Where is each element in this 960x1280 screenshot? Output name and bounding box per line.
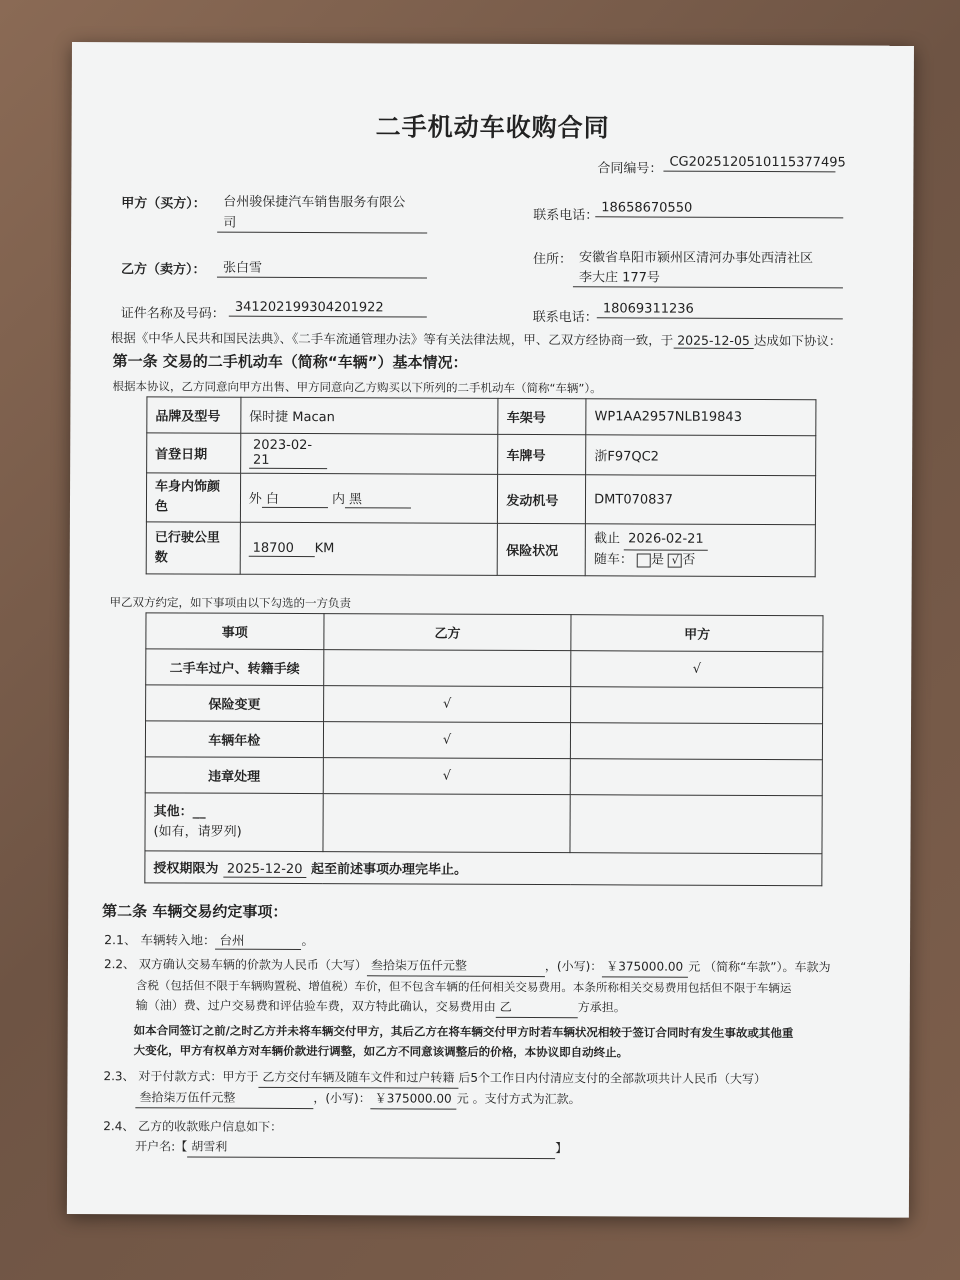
engine-value: DMT070837 xyxy=(586,475,816,525)
vin-label: 车架号 xyxy=(498,398,586,434)
row-item: 二手车过户、转籍手续 xyxy=(146,649,324,686)
other-cell xyxy=(145,793,323,852)
account-name: 胡雪利 xyxy=(187,1137,555,1160)
reg-date-cell xyxy=(240,433,498,474)
other-party-a xyxy=(570,795,822,854)
s21-label: 车辆转入地： xyxy=(140,932,216,948)
mileage-label xyxy=(146,522,240,574)
section-2-3 xyxy=(103,1066,873,1111)
vehicle-table xyxy=(146,396,817,577)
row-item: 车辆年检 xyxy=(145,721,323,758)
insurance-label: 保险状况 xyxy=(498,523,586,575)
insurance-prefix: 截止 xyxy=(593,531,621,547)
adjustment-clause xyxy=(134,1020,874,1063)
s23-d: 元 。支付方式为汇款。 xyxy=(456,1091,581,1107)
resp-intro: 甲乙双方约定，如下事项由以下勾选的一方负责 xyxy=(109,595,352,611)
row-party-b: √ xyxy=(323,686,571,723)
resp-table xyxy=(144,612,823,886)
account-label: 开户名:【 xyxy=(135,1139,188,1154)
row-party-a xyxy=(571,759,823,796)
yes-checkbox[interactable] xyxy=(637,553,651,567)
color-cell xyxy=(240,473,498,523)
s23-amount: ￥375000.00 xyxy=(371,1088,457,1109)
intro-prefix: 根据《中华人民共和国民法典》、《二手车流通管理办法》等有关法律法规，甲、乙双方经协商一致，于 xyxy=(110,330,674,348)
s23-num: 2.3、 xyxy=(103,1069,135,1084)
mileage-unit: KM xyxy=(314,540,335,556)
party-b-label: 乙方（卖方）： xyxy=(120,262,206,278)
row-party-a: √ xyxy=(571,651,823,688)
brand-label: 品牌及型号 xyxy=(147,397,241,433)
header-party-b: 乙方 xyxy=(324,614,572,651)
int-color: 黑 xyxy=(345,488,411,508)
no-label: 否 xyxy=(682,552,696,568)
s22-payer: 乙 xyxy=(496,997,578,1018)
plate-value: 浙F97QC2 xyxy=(586,435,816,476)
s23-amount-cn: 叁拾柒万伍仟元整 xyxy=(135,1087,313,1109)
intro-suffix: 达成如下协议： xyxy=(753,332,842,349)
s22-c: 元 （简称“车款”）。车款为 xyxy=(688,959,831,975)
other-label: 其他：__ xyxy=(153,803,206,820)
header-party-a: 甲方 xyxy=(571,615,823,652)
contract-page xyxy=(67,42,914,1218)
plate-label: 车牌号 xyxy=(498,434,586,474)
page-title: 二手机动车收购合同 xyxy=(375,112,610,143)
header-item: 事项 xyxy=(146,613,324,650)
section-2-4 xyxy=(103,1116,873,1160)
int-prefix: 内 xyxy=(331,492,346,508)
vin-value: WP1AA2957NLB19843 xyxy=(586,399,816,436)
row-party-b: √ xyxy=(323,758,571,795)
s23-c: ，(小写)： xyxy=(313,1091,371,1106)
s22-b: ，(小写)： xyxy=(544,959,603,974)
ext-color: 白 xyxy=(262,488,328,508)
party-b-phone: 18069311236 xyxy=(597,301,843,319)
article2-title: 第二条 车辆交易约定事项： xyxy=(102,902,288,921)
no-checkbox[interactable]: √ xyxy=(668,553,682,567)
row-item: 保险变更 xyxy=(146,685,324,722)
row-party-b: √ xyxy=(323,722,571,759)
bold-para-2: 大变化，甲方有权单方对车辆价款进行调整，如乙方不同意该调整后的价格，本协议即自动终止。 xyxy=(133,1043,629,1060)
s21-value: 台州 xyxy=(215,931,301,950)
color-label-1: 车身内饰颜 xyxy=(155,479,221,495)
mileage-label-1: 已行驶公里 xyxy=(154,529,220,546)
party-b-name: 张白雪 xyxy=(217,257,427,279)
brand-value: 保时捷 Macan xyxy=(241,397,499,434)
table-row xyxy=(146,649,823,688)
s23-a: 对于付款方式：甲方于 xyxy=(138,1069,259,1084)
s22-line3a: 输（油）费、过户交易费和评估验车费，双方特此确认，交易费用由 xyxy=(135,998,496,1014)
other-note: (如有，请罗列) xyxy=(153,823,242,840)
auth-date: 2025-12-20 xyxy=(223,861,307,877)
address-line2: 李大庄 177号 xyxy=(573,266,843,288)
party-a-name-line1: 台州骏保捷汽车销售服务有限公 xyxy=(223,194,406,211)
table-row xyxy=(145,721,822,760)
reg-date-label: 首登日期 xyxy=(147,433,241,473)
ext-prefix: 外 xyxy=(248,491,262,507)
mileage-cell xyxy=(240,522,498,575)
party-b-phone-label: 联系电话： xyxy=(532,310,598,326)
s23-cond: 乙方交付车辆及随车文件和过户转籍 xyxy=(258,1067,458,1089)
row-party-a xyxy=(571,723,823,760)
reg-date-value: 2023-02-21 xyxy=(249,438,327,469)
id-number: 341202199304201922 xyxy=(229,300,427,318)
mileage-value: 18700 xyxy=(249,540,315,556)
address-label: 住所： xyxy=(533,252,573,268)
s23-b: 后5个工作日内付清应支付的全部款项共计人民币（大写） xyxy=(458,1070,767,1087)
s22-line3b: 方承担。 xyxy=(577,1000,626,1015)
row-party-b xyxy=(323,650,571,687)
address-line1: 安徽省阜阳市颍州区清河办事处西清社区 xyxy=(579,250,814,267)
article1-title: 第一条 交易的二手机动车（简称“车辆”）基本情况： xyxy=(112,352,468,372)
contract-no: CG2025120510115377495 xyxy=(663,155,835,173)
s24-num: 2.4、 xyxy=(103,1119,135,1134)
mileage-label-2: 数 xyxy=(154,549,168,565)
party-a-name-line2: 司 xyxy=(217,212,427,234)
insurance-cell xyxy=(585,524,815,577)
auth-label: 授权期限为 xyxy=(153,860,219,877)
color-label xyxy=(146,473,240,522)
article1-desc: 根据本协议，乙方同意向甲方出售、甲方同意向乙方购买以下所列的二手机动车（简称“车辆”）。 xyxy=(112,379,602,396)
s22-line2: 含税（包括但不限于车辆购置税、增值税）车价，但不包含车辆的任何相关交易费用。本条所称相关交易费用包括但不限于车辆运 xyxy=(135,978,792,996)
s21-end: 。 xyxy=(301,933,315,949)
intro-text xyxy=(111,328,842,349)
account-end: 】 xyxy=(555,1141,568,1156)
section-2-2 xyxy=(104,954,874,1019)
section-2-1 xyxy=(104,930,314,950)
party-a-phone: 18658670550 xyxy=(595,200,843,218)
intro-date: 2025-12-05 xyxy=(673,333,754,349)
row-item: 违章处理 xyxy=(145,757,323,794)
contract-no-label: 合同编号： xyxy=(597,161,663,177)
engine-label: 发动机号 xyxy=(498,474,586,523)
s22-num: 2.2、 xyxy=(103,957,136,972)
insurance-date: 2026-02-21 xyxy=(624,529,708,550)
s24-label: 乙方的收款账户信息如下： xyxy=(138,1119,283,1134)
s22-a: 双方确认交易车辆的价款为人民币（大写） xyxy=(138,957,367,973)
color-label-2: 色 xyxy=(154,499,169,515)
row-party-a xyxy=(571,687,823,724)
auth-suffix: 起至前述事项办理完毕止。 xyxy=(311,861,468,878)
yes-label: 是 xyxy=(651,552,665,568)
table-row xyxy=(146,685,823,724)
party-a-label: 甲方（买方）： xyxy=(121,196,206,212)
s22-amount-cn: 叁拾柒万伍仟元整 xyxy=(367,955,545,977)
bold-para-1: 如本合同签订之前/之时乙方并未将车辆交付甲方，其后乙方在将车辆交付甲方时若车辆状况相较于签订合同时有发生事故或其他重 xyxy=(133,1023,794,1041)
table-row xyxy=(145,757,822,796)
id-label: 证件名称及号码： xyxy=(120,306,225,322)
other-party-b xyxy=(323,794,571,853)
party-a-phone-label: 联系电话： xyxy=(533,208,599,224)
auth-period xyxy=(145,851,822,886)
s21-num: 2.1、 xyxy=(104,932,137,948)
with-car-label: 随车： xyxy=(593,552,633,568)
s22-amount: ￥375000.00 xyxy=(602,956,688,977)
